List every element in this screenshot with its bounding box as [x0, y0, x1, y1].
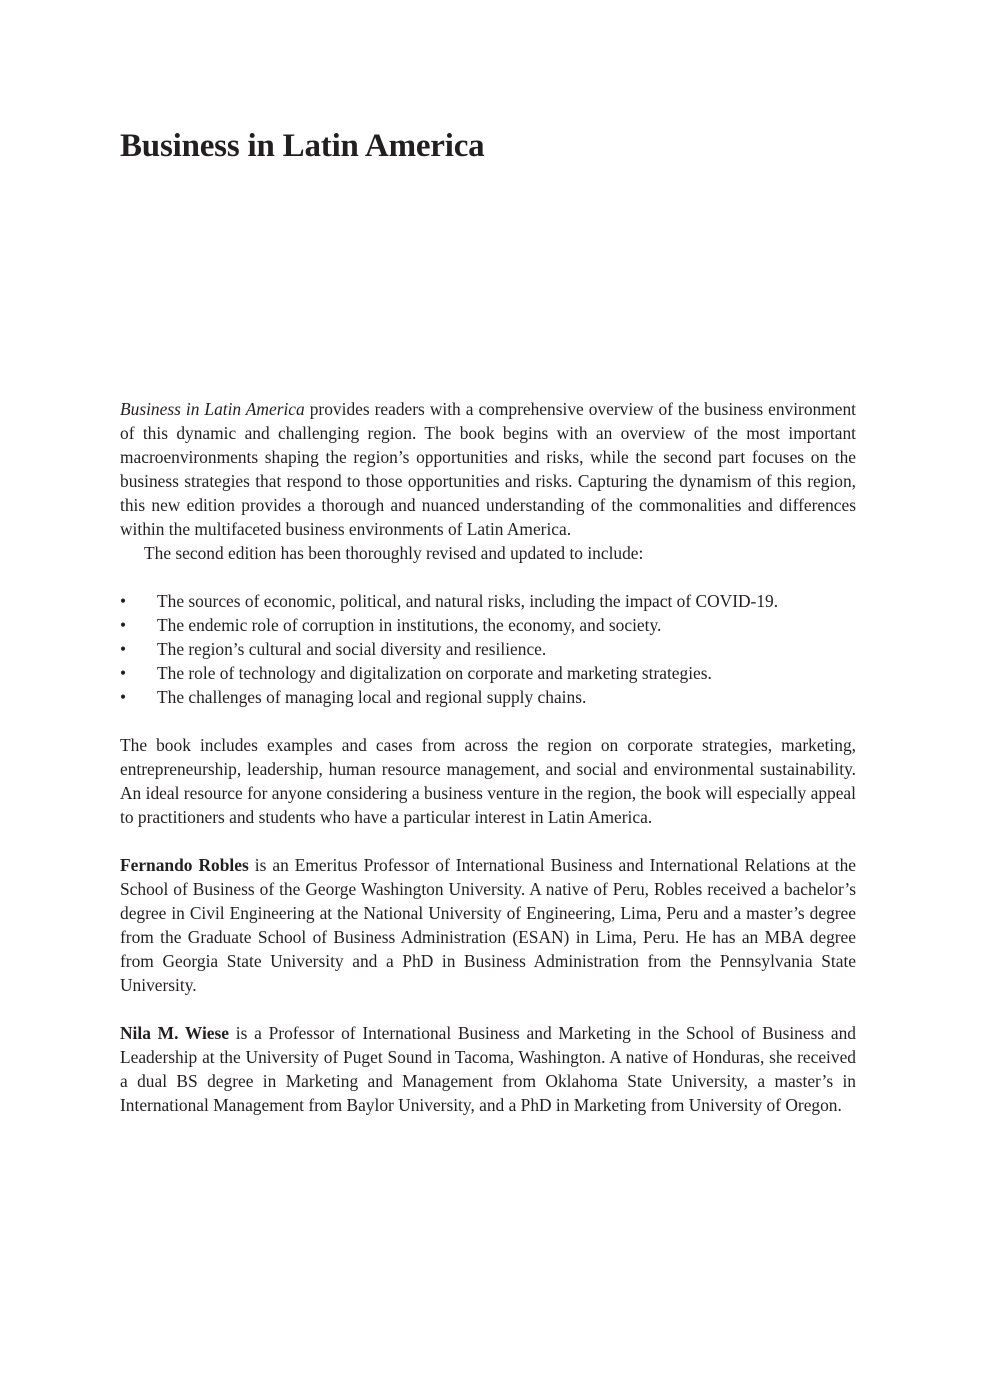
- book-title: Business in Latin America: [120, 128, 485, 164]
- author-bio-text: is an Emeritus Professor of International Business and International Relations at the School of Business of the George Washington University. A native of Peru, Robles received a bachelor’s degree in Civil Engineering at the National University of Engineering, Lima, Peru and a master’s degree from the Graduate School of Business Administration (ESAN) in Lima, Peru. He has an MBA degree from Georgia State University and a PhD in Business Administration from the Pennsylvania State University.: [120, 855, 856, 995]
- spacer: [120, 709, 856, 733]
- author-bio-text: is a Professor of International Business and Marketing in the School of Business and Leadership at the University of Puget Sound in Tacoma, Washington. A native of Honduras, she received a dual BS degree in Marketing and Management from Oklahoma State University, a master’s in International Management from Baylor University, and a PhD in Marketing from University of Oregon.: [120, 1023, 856, 1115]
- spacer: [120, 829, 856, 853]
- list-item: [120, 661, 856, 685]
- list-item-text: The role of technology and digitalization on corporate and marketing strategies.: [157, 663, 712, 683]
- author-bio: [120, 853, 856, 997]
- list-item-text: The region’s cultural and social diversity and resilience.: [157, 639, 547, 659]
- intro-text: provides readers with a comprehensive overview of the business environment of this dynamic and challenging region. The book begins with an overview of the most important macroenvironments shaping the region’s opportunities and risks, while the second part focuses on the business strategies that respond to those opportunities and risks. Capturing the dynamism of this region, this new edition provides a thorough and nuanced understanding of the commonalities and differences within the multifaceted business environments of Latin America.: [120, 399, 857, 539]
- spacer: [120, 997, 856, 1021]
- closing-paragraph: The book includes examples and cases from across the region on corporate strategies, marketing, entrepreneurship, leadership, human resource management, and social and environmental sustainability. An ideal resource for anyone considering a business venture in the region, the book will especially appeal to practitioners and students who have a particular interest in Latin America.: [120, 735, 856, 827]
- bullet-icon: •: [120, 591, 127, 611]
- intro-paragraph: [120, 397, 856, 541]
- author-name: Nila M. Wiese: [120, 1023, 230, 1043]
- list-item: [120, 685, 856, 709]
- list-item: [120, 613, 856, 637]
- list-item: [120, 637, 856, 661]
- author-name: Fernando Robles: [120, 855, 249, 875]
- list-item: [120, 589, 856, 613]
- bullet-icon: •: [120, 687, 127, 707]
- spacer: [120, 565, 856, 589]
- author-bio: [120, 1021, 856, 1117]
- list-item-text: The challenges of managing local and regional supply chains.: [157, 687, 587, 707]
- bullet-icon: •: [120, 639, 127, 659]
- feature-list: [120, 589, 856, 709]
- intro-book-title: Business in Latin America: [120, 399, 305, 419]
- list-item-text: The endemic role of corruption in institutions, the economy, and society.: [157, 615, 662, 635]
- edition-intro: The second edition has been thoroughly revised and updated to include:: [144, 543, 644, 563]
- description-body: [120, 397, 856, 1117]
- bullet-icon: •: [120, 663, 127, 683]
- bullet-icon: •: [120, 615, 127, 635]
- list-item-text: The sources of economic, political, and natural risks, including the impact of COVID-19.: [157, 591, 779, 611]
